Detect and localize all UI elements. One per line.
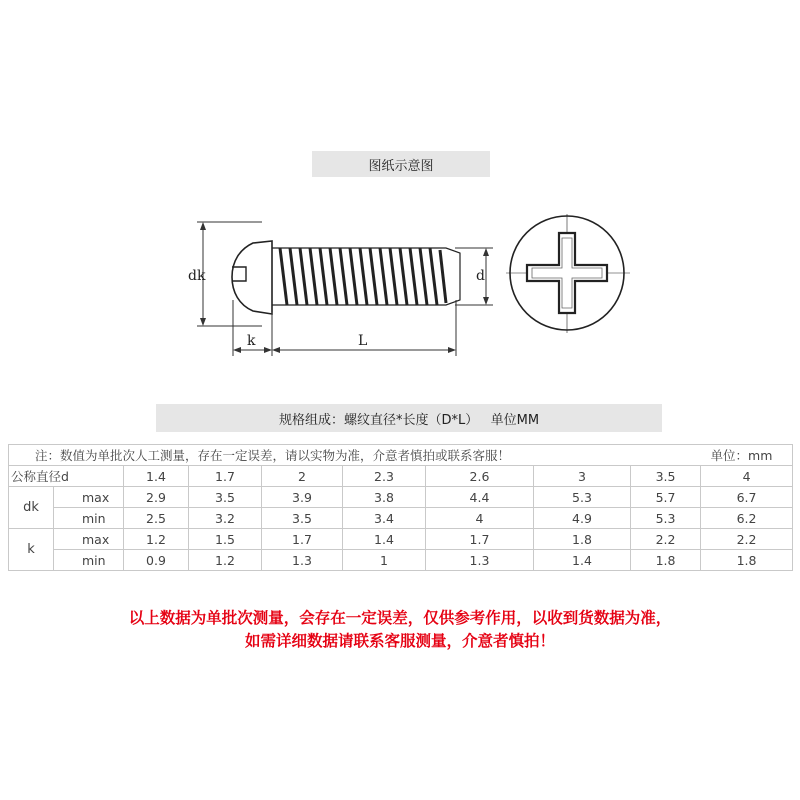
table-cell: 1 <box>343 550 426 571</box>
table-cell: 2.5 <box>124 508 189 529</box>
table-cell: 2.2 <box>701 529 793 550</box>
table-cell: 1.4 <box>534 550 631 571</box>
table-row <box>9 508 793 529</box>
row-label: max <box>54 529 124 550</box>
table-cell: 1.2 <box>124 529 189 550</box>
screw-diagram <box>180 205 640 365</box>
table-cell: 6.7 <box>701 487 793 508</box>
table-cell: 3.9 <box>262 487 343 508</box>
screw-side-view <box>232 241 460 314</box>
table-cell: 3.8 <box>343 487 426 508</box>
diameter-cell: 2.3 <box>343 466 426 487</box>
label-k: k <box>247 333 256 349</box>
diameter-cell: 3.5 <box>631 466 701 487</box>
label-dk: dk <box>188 268 206 284</box>
table-note: 注：数值为单批次人工测量，存在一定误差，请以实物为准，介意者慎拍或联系客服！ <box>9 445 701 466</box>
diameter-cell: 1.7 <box>189 466 262 487</box>
table-cell: 3.2 <box>189 508 262 529</box>
table-body <box>9 445 793 571</box>
table-cell: 1.3 <box>426 550 534 571</box>
table-header-row <box>9 466 793 487</box>
table-cell: 5.3 <box>631 508 701 529</box>
header-label: 公称直径d <box>9 466 124 487</box>
table-row <box>9 487 793 508</box>
table-cell: 5.3 <box>534 487 631 508</box>
table-cell: 1.7 <box>262 529 343 550</box>
table-cell: 1.8 <box>534 529 631 550</box>
diameter-cell: 2.6 <box>426 466 534 487</box>
dimension-table <box>8 444 793 571</box>
table-row <box>9 529 793 550</box>
group-label-k: k <box>9 529 54 571</box>
row-label: max <box>54 487 124 508</box>
table-cell: 4.4 <box>426 487 534 508</box>
diameter-cell: 3 <box>534 466 631 487</box>
table-cell: 1.5 <box>189 529 262 550</box>
warning-line-2: 如需详细数据请联系客服测量，介意者慎拍！ <box>244 632 555 650</box>
spec-composition-bar <box>156 404 662 432</box>
table-cell: 1.4 <box>343 529 426 550</box>
group-label-dk: dk <box>9 487 54 529</box>
diameter-cell: 2 <box>262 466 343 487</box>
label-d: d <box>476 268 485 284</box>
table-cell: 2.2 <box>631 529 701 550</box>
table-cell: 6.2 <box>701 508 793 529</box>
table-cell: 2.9 <box>124 487 189 508</box>
diagram-title: 图纸示意图 <box>368 158 434 174</box>
diameter-cell: 4 <box>701 466 793 487</box>
diameter-cell: 1.4 <box>124 466 189 487</box>
table-note-row <box>9 445 793 466</box>
table-row <box>9 550 793 571</box>
spec-composition-text: 规格组成：螺纹直径*长度（D*L） 单位MM <box>278 412 540 428</box>
table-cell: 4 <box>426 508 534 529</box>
table-cell: 3.4 <box>343 508 426 529</box>
table-cell: 1.3 <box>262 550 343 571</box>
table-cell: 1.7 <box>426 529 534 550</box>
table-cell: 3.5 <box>189 487 262 508</box>
table-cell: 1.8 <box>701 550 793 571</box>
diagram-title-bar <box>312 151 490 177</box>
label-L: L <box>358 333 368 349</box>
screw-head-top-view <box>506 214 630 333</box>
table-unit: 单位：mm <box>701 445 793 466</box>
row-label: min <box>54 508 124 529</box>
table-cell: 4.9 <box>534 508 631 529</box>
table-cell: 5.7 <box>631 487 701 508</box>
table-cell: 1.8 <box>631 550 701 571</box>
warning-line-1: 以上数据为单批次测量，会存在一定误差，仅供参考作用，以收到货数据为准， <box>128 609 672 627</box>
table-cell: 0.9 <box>124 550 189 571</box>
table-cell: 1.2 <box>189 550 262 571</box>
table-cell: 3.5 <box>262 508 343 529</box>
row-label: min <box>54 550 124 571</box>
